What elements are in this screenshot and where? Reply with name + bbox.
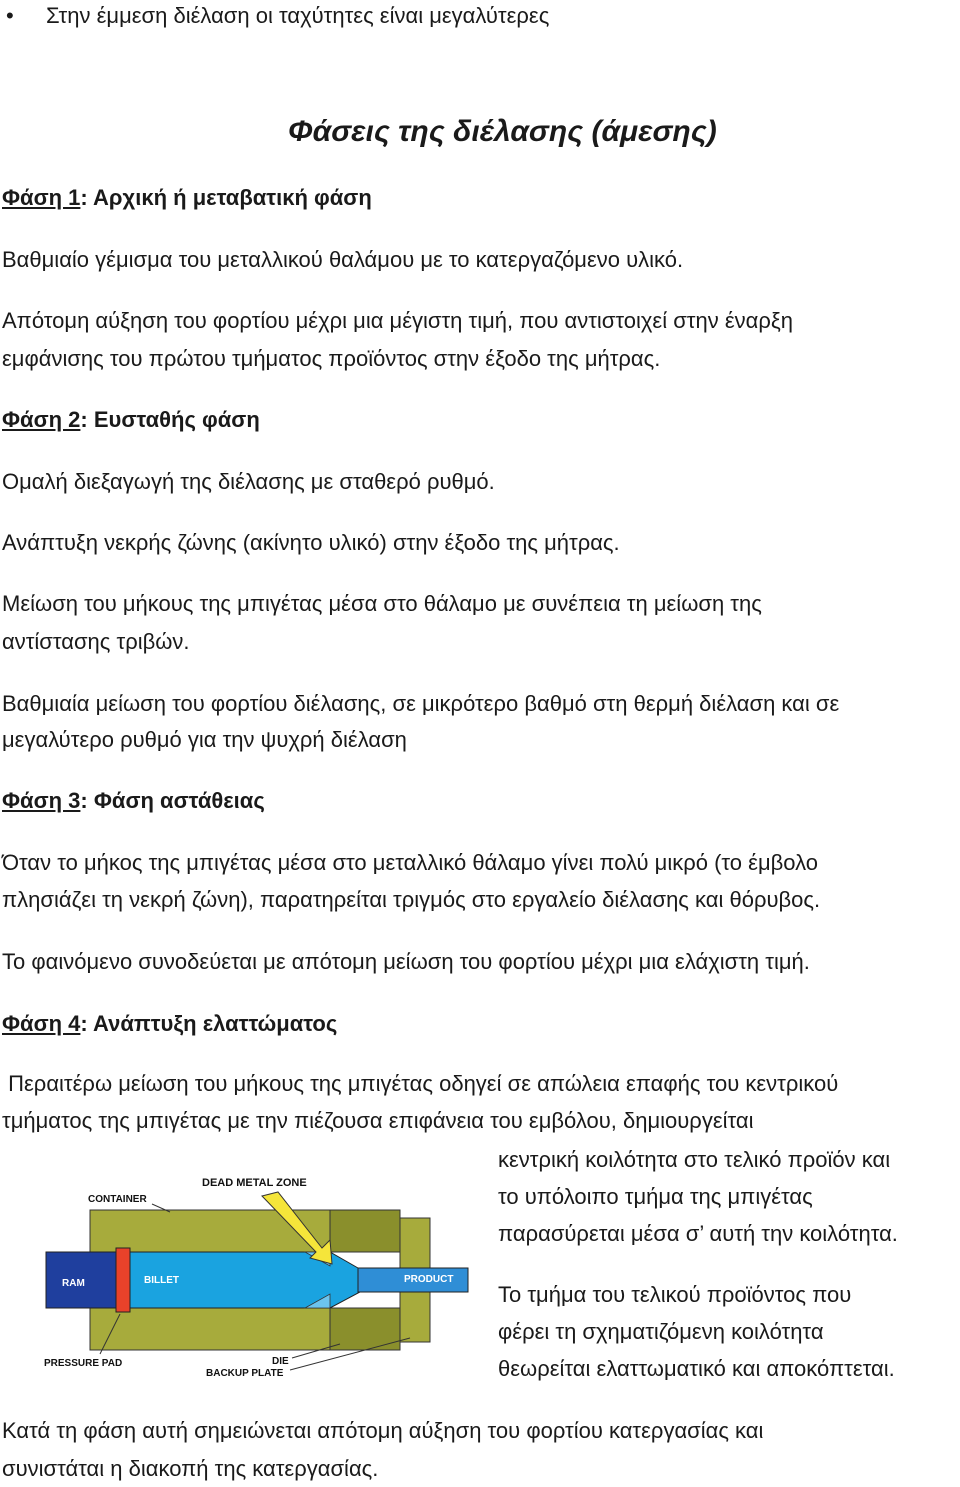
phase3-title: : Φάση αστάθειας: [80, 788, 265, 813]
billet-label: BILLET: [144, 1275, 179, 1286]
phase3-paragraph-1-line-1: Όταν το μήκος της μπιγέτας μέσα στο μεταλλικό θάλαμο γίνει πολύ μικρό (το έμβολο: [2, 850, 819, 875]
phase1-title: : Αρχική ή μεταβατική φάση: [80, 185, 372, 210]
phase3-paragraph-2: Το φαινόμενο συνοδεύεται με απότομη μείωση του φορτίου μέχρι μια ελάχιστη τιμή.: [2, 949, 810, 974]
extrusion-diagram: [40, 1168, 480, 1386]
phase1-number: Φάση 1: [2, 185, 81, 210]
container-label: CONTAINER: [88, 1194, 147, 1205]
phase3-paragraph-1-line-2: πλησιάζει τη νεκρή ζώνη), παρατηρείται τριγμός στο εργαλείο διέλασης και θόρυβος.: [2, 887, 821, 912]
container-lower: [90, 1308, 330, 1350]
phase4-paragraph-1-line-1: Περαιτέρω μείωση του μήκους της μπιγέτας οδηγεί σε απώλεια επαφής του κεντρικού: [2, 1071, 839, 1096]
backup-plate-label: BACKUP PLATE: [206, 1368, 284, 1379]
phase4-paragraph-2-line-2: φέρει τη σχηματιζόμενη κοιλότητα: [498, 1319, 824, 1344]
phase2-paragraph-3-line-2: αντίστασης τριβών.: [2, 629, 190, 654]
phase1-paragraph-2-line-2: εμφάνισης του πρώτου τμήματος προϊόντος στην έξοδο της μήτρας.: [2, 346, 661, 371]
phase1-paragraph-2-line-1: Απότομη αύξηση του φορτίου μέχρι μια μέγιστη τιμή, που αντιστοιχεί στην έναρξη: [2, 308, 793, 333]
phase3-number: Φάση 3: [2, 788, 81, 813]
backup-plate-lower: [400, 1292, 430, 1342]
product-label: PRODUCT: [404, 1274, 454, 1285]
page-title: Φάσεις της διέλασης (άμεσης): [288, 115, 717, 148]
closing-line-1: Κατά τη φάση αυτή σημειώνεται απότομη αύξηση του φορτίου κατεργασίας και: [2, 1418, 764, 1443]
phase2-paragraph-2: Ανάπτυξη νεκρής ζώνης (ακίνητο υλικό) στην έξοδο της μήτρας.: [2, 530, 620, 555]
phase2-paragraph-4-line-1: Βαθμιαία μείωση του φορτίου διέλασης, σε μικρότερο βαθμό στη θερμή διέλαση και σε: [2, 691, 840, 716]
phase4-paragraph-1-line-3: κεντρική κοιλότητα στο τελικό προϊόν και: [498, 1147, 891, 1172]
pressure-pad: [116, 1248, 130, 1312]
phase2-title: : Ευσταθής φάση: [80, 407, 260, 432]
phase4-heading: [2, 1006, 337, 1042]
phase4-paragraph-1-line-4: το υπόλοιπο τμήμα της μπιγέτας: [498, 1184, 813, 1209]
phase4-paragraph-2-line-3: θεωρείται ελαττωματικό και αποκόπτεται.: [498, 1356, 895, 1381]
bullet-dot: •: [6, 3, 14, 28]
die-label: DIE: [272, 1356, 289, 1367]
phase4-number: Φάση 4: [2, 1011, 81, 1036]
phase1-paragraph-1: Βαθμιαίο γέμισμα του μεταλλικού θαλάμου με το κατεργαζόμενο υλικό.: [2, 247, 684, 272]
phase4-paragraph-2-line-1: Το τμήμα του τελικού προϊόντος που: [498, 1282, 852, 1307]
phase1-heading: [2, 180, 372, 216]
phase4-title: : Ανάπτυξη ελαττώματος: [80, 1011, 338, 1036]
bullet-item-text: Στην έμμεση διέλαση οι ταχύτητες είναι μεγαλύτερες: [46, 3, 550, 28]
closing-line-2: συνιστάται η διακοπή της κατεργασίας.: [2, 1456, 379, 1481]
backup-plate-upper: [400, 1218, 430, 1268]
phase3-heading: [2, 783, 265, 819]
phase4-paragraph-1-line-5: παρασύρεται μέσα σ’ αυτή την κοιλότητα.: [498, 1221, 898, 1246]
phase2-paragraph-4-line-2: μεγαλύτερο ρυθμό για την ψυχρή διέλαση: [2, 727, 407, 752]
phase2-paragraph-3-line-1: Μείωση του μήκους της μπιγέτας μέσα στο θάλαμο με συνέπεια τη μείωση της: [2, 591, 762, 616]
pressure-pad-label: PRESSURE PAD: [44, 1358, 123, 1369]
dead-metal-zone-label: DEAD METAL ZONE: [202, 1177, 307, 1189]
die-upper: [330, 1210, 400, 1252]
phase2-heading: [2, 402, 260, 438]
phase2-paragraph-1: Ομαλή διεξαγωγή της διέλασης με σταθερό ρυθμό.: [2, 469, 495, 494]
phase4-paragraph-1-line-2: τμήματος της μπιγέτας με την πιέζουσα επιφάνεια του εμβόλου, δημιουργείται: [2, 1108, 754, 1133]
phase2-number: Φάση 2: [2, 407, 81, 432]
ram-label: RAM: [62, 1278, 85, 1289]
